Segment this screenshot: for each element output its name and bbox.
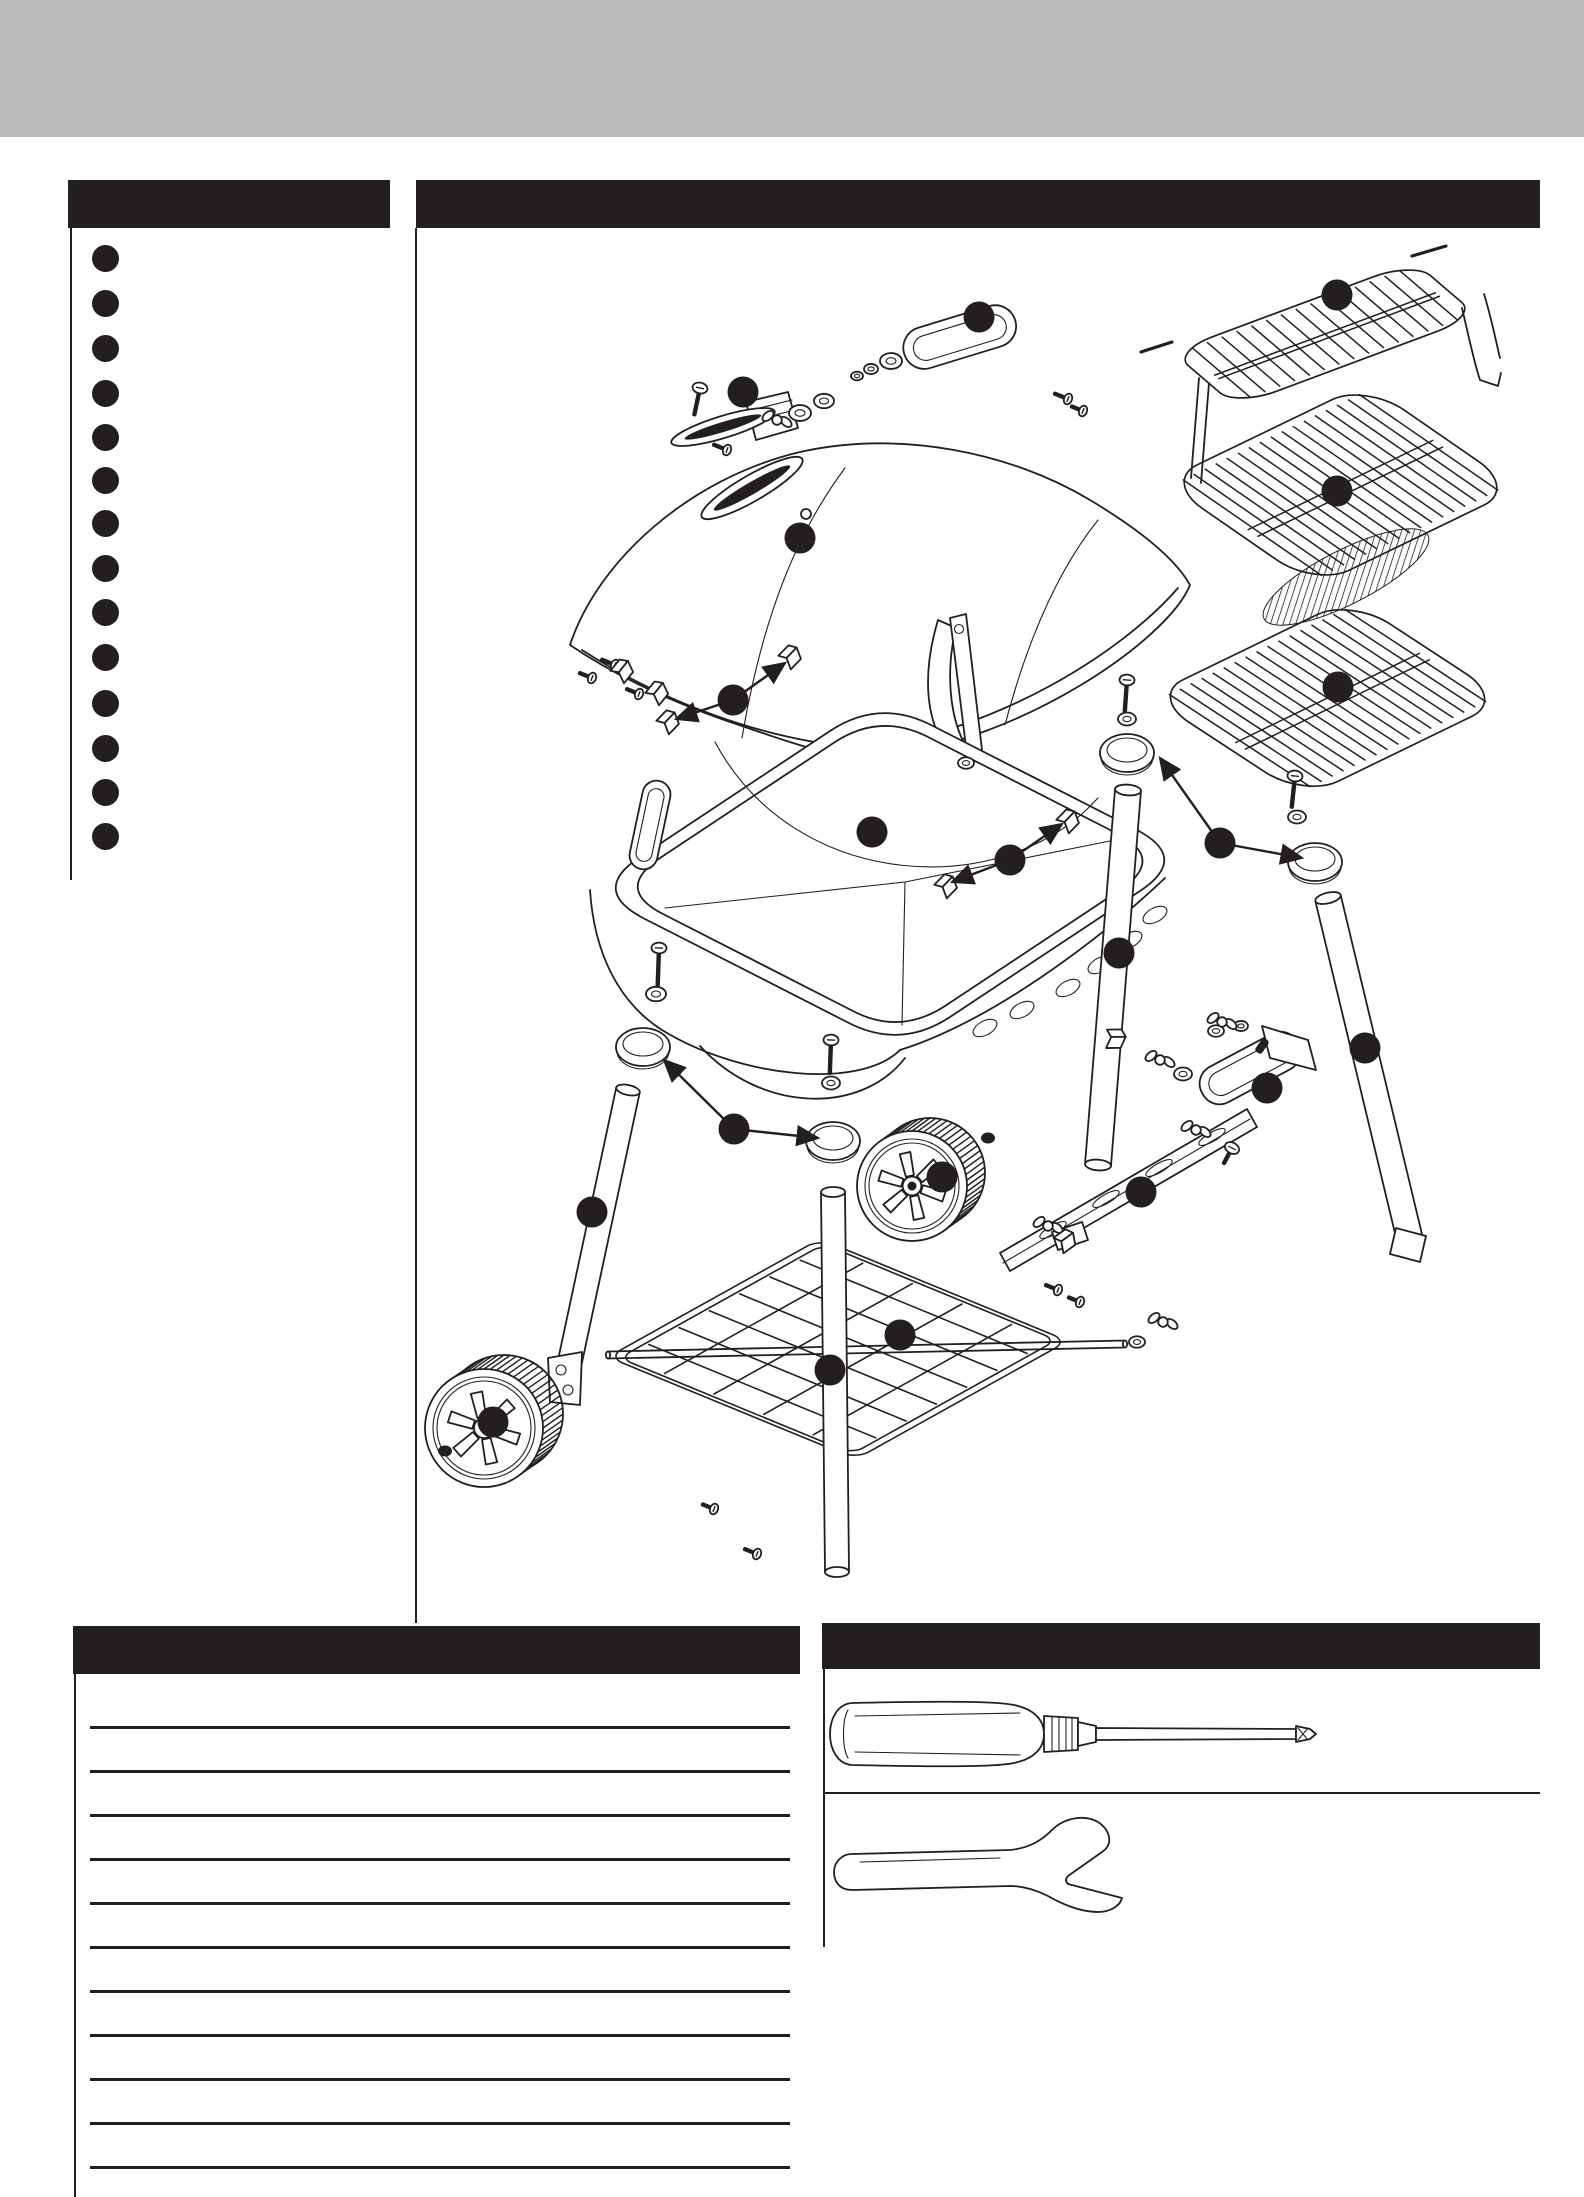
callout-dot-leg-cups-right xyxy=(1205,828,1236,859)
warming-rack-grate xyxy=(1172,262,1478,407)
callout-dot-handle-hardware xyxy=(728,377,759,408)
washer-illustration xyxy=(958,757,974,769)
washer-illustration xyxy=(822,1077,840,1090)
back-right-leg-illustration xyxy=(1314,890,1424,1248)
open-end-wrench-icon xyxy=(834,1818,1122,1912)
leg-feet xyxy=(548,1222,1426,1405)
screw-illustration xyxy=(699,1499,720,1516)
washer-illustration xyxy=(1118,713,1136,726)
lid-illustration xyxy=(570,443,1190,757)
callout-dot-front-left-leg xyxy=(577,1197,608,1228)
callout-dot-warming-rack xyxy=(1322,280,1353,311)
bowl-illustration xyxy=(590,713,1170,1099)
screw-illustration xyxy=(1068,401,1089,418)
leg-cup-illustration xyxy=(806,1122,860,1163)
leg-cup-illustration xyxy=(616,1028,670,1069)
callout-arrow xyxy=(1160,758,1220,843)
washer-illustration xyxy=(789,405,811,421)
nut-illustration xyxy=(981,1133,995,1144)
washer-illustration xyxy=(646,987,666,1001)
screw-illustration xyxy=(1051,388,1074,406)
screw-illustration xyxy=(650,942,667,987)
callout-dot-side-handle xyxy=(1252,1073,1283,1104)
callout-dot-front-right-leg xyxy=(1104,938,1135,969)
callout-dot-charcoal-grate xyxy=(1323,672,1354,703)
screw-illustration xyxy=(576,667,598,684)
washer-illustration xyxy=(851,372,863,381)
screw-illustration xyxy=(1065,1292,1086,1309)
washer-illustration xyxy=(1288,811,1306,824)
callout-dot-lid-handle xyxy=(964,302,995,333)
leg-cup-illustration xyxy=(1100,734,1154,775)
callout-dot-bottom-shelf xyxy=(885,1320,916,1351)
wingnut-illustration xyxy=(1147,1311,1180,1331)
callout-dot-left-wheel xyxy=(478,1407,509,1438)
callout-dot-leg-cups-left xyxy=(719,1114,750,1145)
washer-illustration xyxy=(880,353,902,369)
screw-illustration xyxy=(1284,770,1303,810)
screw-illustration xyxy=(1042,1279,1064,1296)
wingnut-illustration xyxy=(1144,1049,1177,1069)
callout-dot-bowl xyxy=(857,817,888,848)
callout-dot-brace-bar xyxy=(1126,1177,1157,1208)
screw-illustration xyxy=(1117,674,1135,713)
callout-dot-center-post xyxy=(815,1355,846,1386)
washer-illustration xyxy=(1174,1068,1192,1081)
screw-illustration xyxy=(741,1543,763,1560)
bracket-clip-illustration xyxy=(654,707,682,736)
wingnut-illustration xyxy=(1180,1119,1213,1139)
callout-dot-lid xyxy=(785,523,816,554)
phillips-screwdriver-icon xyxy=(830,1702,1316,1766)
callout-dot-bowl-brackets xyxy=(995,845,1026,876)
callout-dot-hinge-clips xyxy=(718,685,749,716)
callout-dot-right-wheel xyxy=(927,1162,958,1193)
screw-illustration xyxy=(822,1034,838,1075)
right-wheel-illustration xyxy=(857,1118,985,1241)
callout-dot-cooking-grate xyxy=(1322,476,1353,507)
leg-cup-illustration xyxy=(1288,843,1342,884)
callout-dot-back-right-leg xyxy=(1350,1033,1381,1064)
washer-illustration xyxy=(1129,1336,1145,1348)
washer-illustration xyxy=(864,364,878,374)
washer-illustration xyxy=(814,394,834,408)
nut-illustration xyxy=(438,1446,452,1457)
front-left-leg-illustration xyxy=(553,1083,641,1388)
screw-illustration xyxy=(687,381,709,418)
